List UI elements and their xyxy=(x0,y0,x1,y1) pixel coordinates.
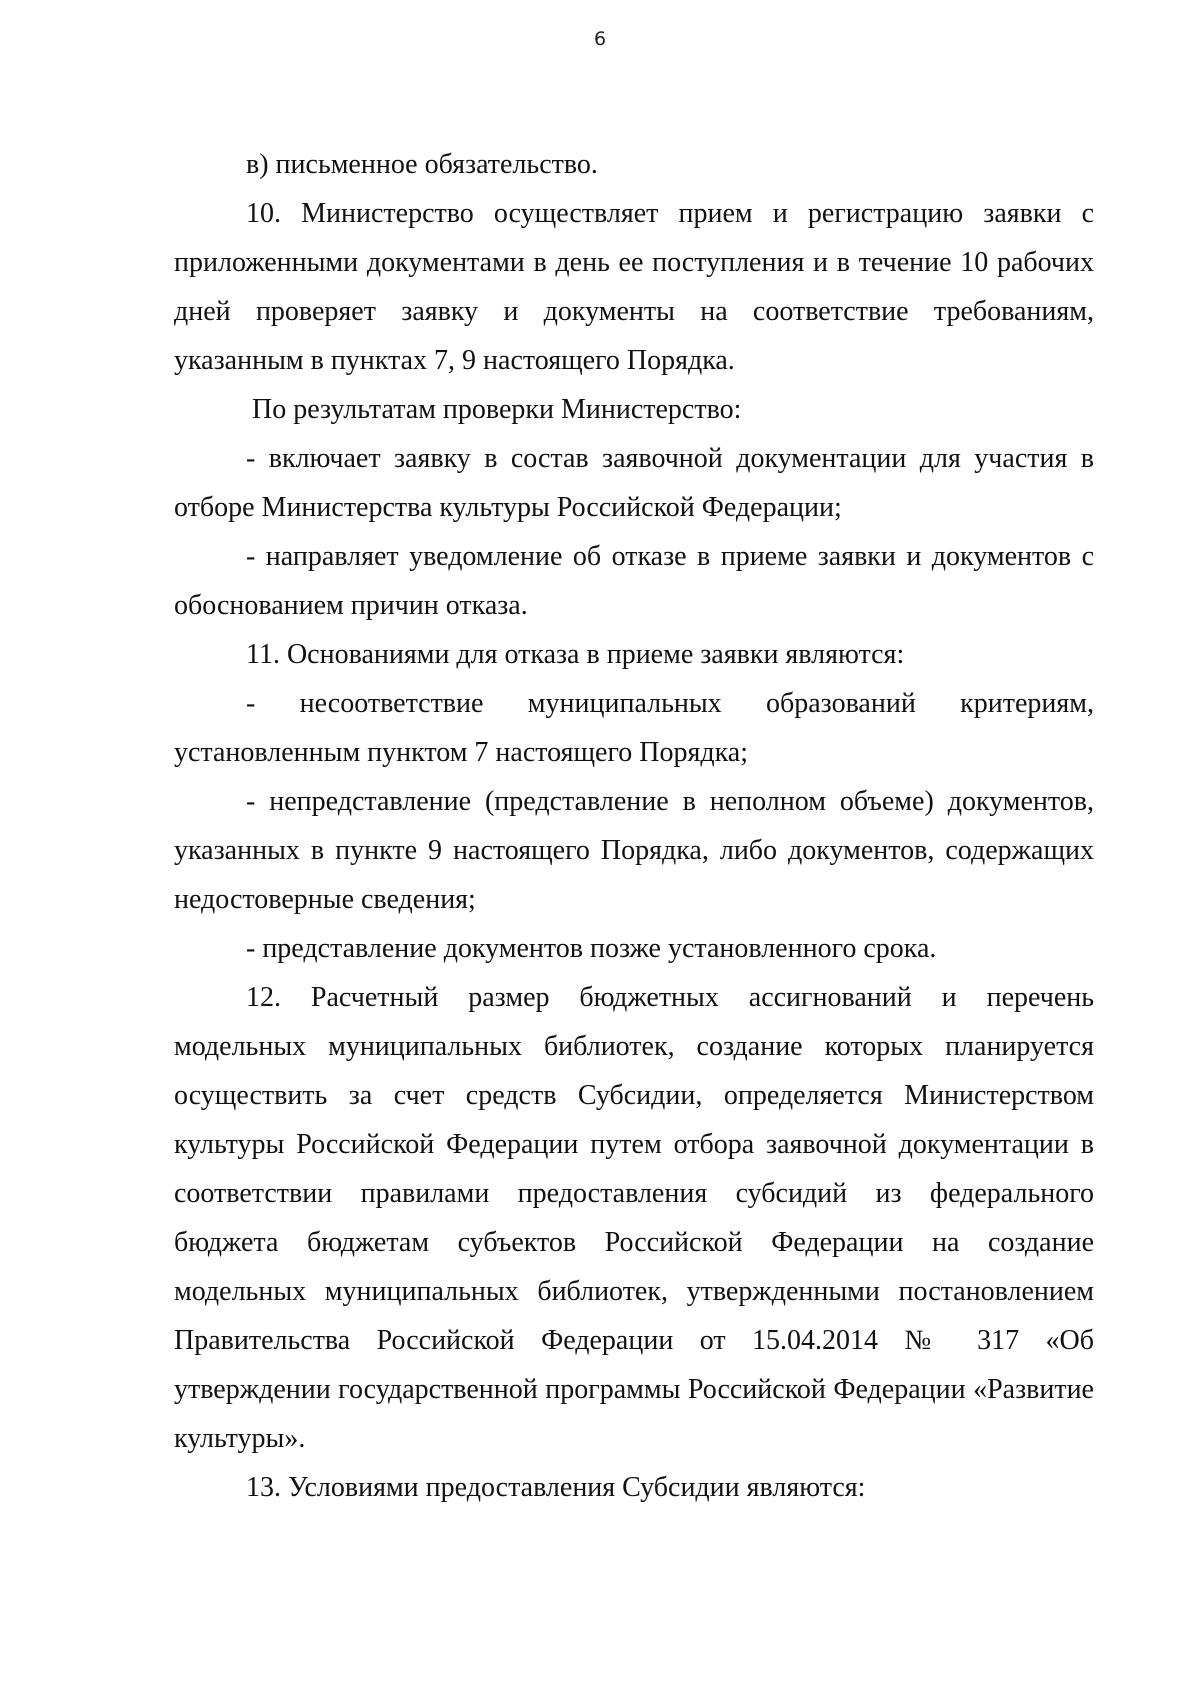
paragraph-12: 12. Расчетный размер бюджетных ассигнований и перечень модельных муниципальных библиотек, создание которых планируется осуществить за счет средств Субсидии, определяется Министерством культуры Российской Федерации путем отбора заявочной документации в соответствии правилами предоставления субсидий из федерального бюджета бюджетам субъектов Российской Федерации на создание модельных муниципальных библиотек, утвержденными постановлением Правительства Российской Федерации от 15.04.2014 № 317 «Об утверждении государственной программы Российской Федерации «Развитие культуры». xyxy=(174,982,1094,1454)
paragraph-send-refusal: - направляет уведомление об отказе в приеме заявки и документов с обоснованием причин отказа. xyxy=(174,541,1094,621)
paragraph-late-submission: - представление документов позже установленного срока. xyxy=(246,933,937,964)
paragraph-item-v: в) письменное обязательство. xyxy=(246,149,598,180)
paragraph-check-results-intro: По результатам проверки Министерство: xyxy=(252,394,742,425)
document-body xyxy=(174,140,1094,1512)
paragraph-13: 13. Условиями предоставления Субсидии являются: xyxy=(246,1472,866,1503)
paragraph-include-application: - включает заявку в состав заявочной документации для участия в отборе Министерства культуры Российской Федерации; xyxy=(174,443,1094,523)
paragraph-missing-documents: - непредставление (представление в неполном объеме) документов, указанных в пункте 9 настоящего Порядка, либо документов, содержащих недостоверные сведения; xyxy=(174,786,1094,915)
paragraph-criteria-mismatch: - несоответствие муниципальных образований критериям, установленным пунктом 7 настоящего Порядка; xyxy=(174,688,1094,768)
page-number: 6 xyxy=(593,28,607,50)
paragraph-10: 10. Министерство осуществляет прием и регистрацию заявки с приложенными документами в день ее поступления и в течение 10 рабочих дней проверяет заявку и документы на соответствие требованиям, указанным в пунктах 7, 9 настоящего Порядка. xyxy=(174,198,1094,376)
paragraph-11: 11. Основаниями для отказа в приеме заявки являются: xyxy=(246,639,905,670)
